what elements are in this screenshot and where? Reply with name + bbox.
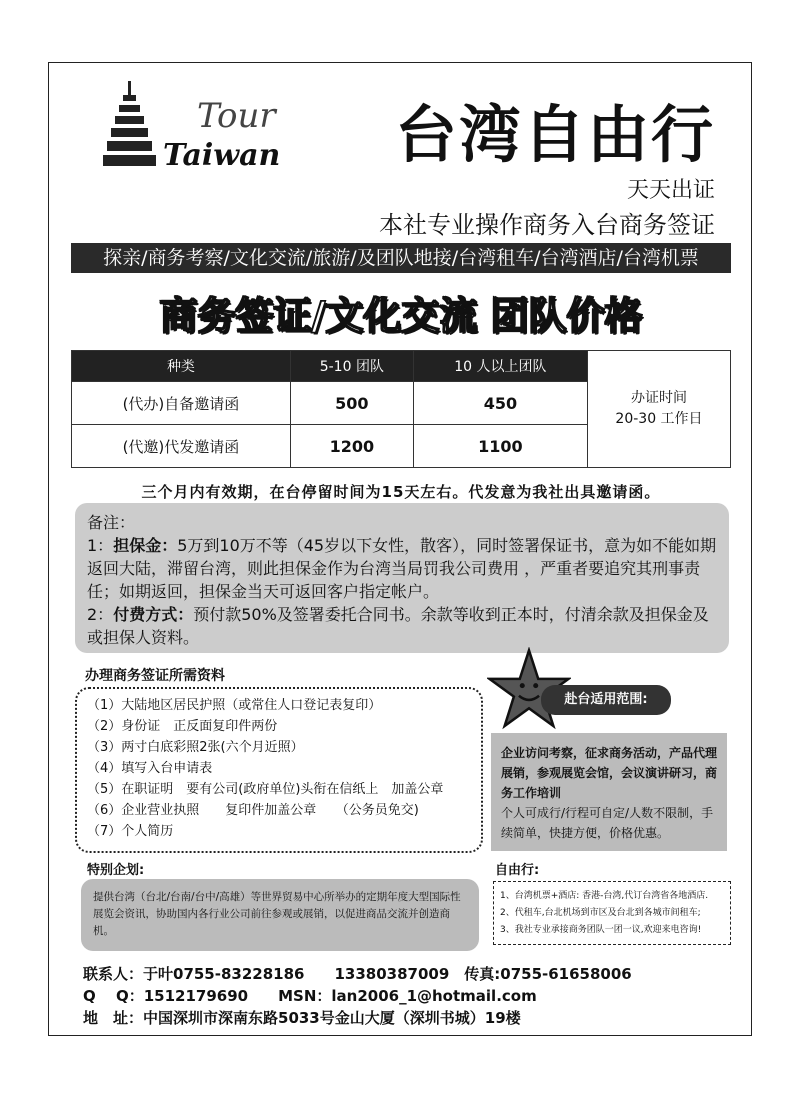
validity-note: 三个月内有效期，在台停留时间为15天左右。代发意为我社出具邀请函。 — [141, 483, 661, 501]
scope-tag: 赴台适用范围: — [541, 685, 671, 715]
contact-line-qq: Q Q：1512179690 MSN：lan2006_1@hotmail.com — [83, 987, 537, 1005]
logo-text-taiwan: Taiwan — [163, 138, 281, 173]
notes-item-2 — [87, 603, 717, 649]
notes-item-1 — [87, 534, 717, 603]
contact-line-phone: 联系人：于叶0755-83228186 13380387009 传真:0755-61658006 — [83, 965, 632, 983]
scope-text: 个人可成行/行程可自定/人数不限制，手续简单，快捷方便，价格优惠。 — [501, 806, 714, 840]
tour-taiwan-logo — [101, 79, 301, 189]
pagoda-icon — [103, 81, 156, 166]
list-item: （1）大陆地区居民护照（或常住人口登记表复印） — [87, 698, 382, 713]
price-table — [71, 350, 731, 468]
free-travel-title: 自由行: — [495, 863, 540, 878]
list-item: （4）填写入台申请表 — [87, 761, 213, 776]
notes-item-2-text: 预付款50%及签署委托合同书。余款等收到正本时，付清余款及担保金及或担保人资料。 — [87, 605, 709, 647]
list-item: 3、我社专业承接商务团队一团一议,欢迎来电咨询! — [500, 925, 702, 935]
row-price-small: 500 — [290, 382, 413, 425]
scope-bold-text: 企业访问考察，征求商务活动，产品代理展销，参观展览会馆，会议演讲研习，商务工作培训 — [501, 746, 718, 800]
row-type: (代邀)代发邀请函 — [72, 425, 291, 468]
free-travel-box — [493, 881, 731, 945]
list-item: （2）身份证 正反面复印件两份 — [87, 719, 278, 734]
notes-item-2-label: 付费方式： — [113, 605, 194, 624]
contact-line-address: 地 址：中国深圳市深南东路5033号金山大厦（深圳书城）19楼 — [83, 1009, 521, 1027]
page-title: 台湾自由行 — [394, 98, 715, 171]
daily-visa-text: 天天出证 — [626, 178, 715, 203]
header-small-group: 5-10 团队 — [290, 351, 413, 382]
processing-time — [588, 351, 731, 468]
row-price-large: 1100 — [413, 425, 587, 468]
special-title: 特别企划: — [87, 863, 145, 878]
documents-title: 办理商务签证所需资料 — [85, 668, 225, 684]
business-visa-text: 本社专业操作商务入台商务签证 — [379, 211, 715, 239]
notes-box — [75, 503, 729, 653]
processing-time-label: 办证时间 — [631, 390, 687, 406]
notes-item-1-label: 担保金： — [113, 536, 178, 555]
special-box: 提供台湾（台北/台南/台中/高雄）等世界贸易中心所举办的定期年度大型国际性展览会资讯，协助国内各行业公司前往参观或展销，以促进商品交流并创造商机。 — [81, 879, 479, 951]
row-price-small: 1200 — [290, 425, 413, 468]
processing-time-value: 20-30 工作日 — [615, 411, 703, 427]
list-item: （3）两寸白底彩照2张(六个月近照） — [87, 740, 304, 755]
list-item: 2、代租车,台北机场到市区及台北到各城市间租车; — [500, 908, 701, 918]
notes-item-2-prefix: 2： — [87, 605, 114, 624]
notes-heading: 备注： — [87, 513, 136, 532]
flyer-page — [48, 62, 752, 1036]
notes-item-1-prefix: 1： — [87, 536, 114, 555]
services-bar: 探亲/商务考察/文化交流/旅游/及团队地接/台湾租车/台湾酒店/台湾机票 — [71, 243, 731, 273]
scope-box — [491, 733, 727, 851]
header-large-group: 10 人以上团队 — [413, 351, 587, 382]
list-item: （6）企业营业执照 复印件加盖公章 （公务员免交) — [87, 803, 419, 818]
row-price-large: 450 — [413, 382, 587, 425]
list-item: 1、台湾机票+酒店: 香港-台湾,代订台湾省各地酒店. — [500, 891, 709, 901]
documents-list — [75, 687, 483, 853]
price-table-header — [72, 351, 731, 382]
list-item: （7）个人简历 — [87, 824, 174, 839]
list-item: （5）在职证明 要有公司(政府单位)头衔在信纸上 加盖公章 — [87, 782, 444, 797]
price-headline: 商务签证/文化交流 团队价格 — [159, 294, 643, 338]
header-type: 种类 — [72, 351, 291, 382]
notes-item-1-text: 5万到10万不等（45岁以下女性，散客），同时签署保证书，意为如不能如期返回大陆，滞留台湾，则此担保金作为台湾当局罚我公司费用 ，严重者要追究其刑事责任；如期返回，担保金当天可返回客户指定帐户。 — [87, 536, 717, 601]
row-type: (代办)自备邀请函 — [72, 382, 291, 425]
logo-text-tour: Tour — [197, 96, 276, 136]
